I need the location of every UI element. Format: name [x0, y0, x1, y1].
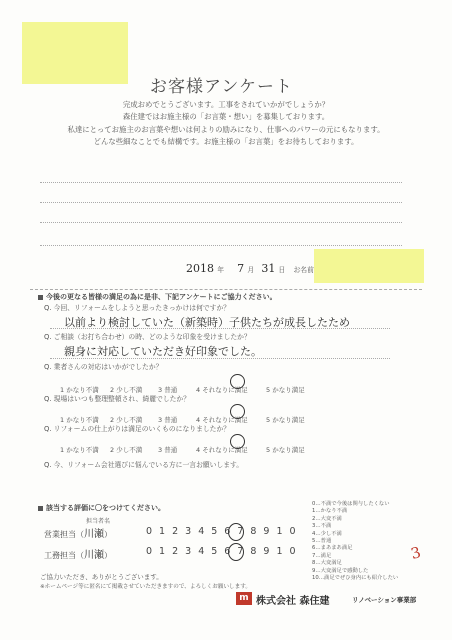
highlight-top — [22, 22, 128, 84]
option-5[interactable]: 5 かなり満足 — [266, 446, 305, 454]
page-title: お客様アンケート — [150, 77, 293, 97]
intro-line-3: 私達にとってお施主のお言葉や想いは何よりの励みになり、仕事へのパワーの元にもなります。 — [67, 125, 385, 134]
selected-circle — [230, 374, 245, 389]
handwritten-mark: 3 — [408, 543, 423, 563]
option-4[interactable]: 4 それなりに満足 — [196, 386, 248, 394]
question-6: Q. 今、リフォーム会社選びに悩んでいる方に一言お願いします。 — [44, 461, 244, 469]
selected-score-circle — [228, 543, 244, 561]
date-year-label: 年 — [217, 266, 224, 274]
thanks-note: ※ホームページ等に匿名にて掲載させていただきますので、よろしくお願いします。 — [40, 584, 251, 590]
legend-item: 3…不満 — [312, 523, 332, 530]
option-1[interactable]: 1 かなり不満 — [60, 386, 99, 394]
section2-heading-text: 該当する評価に〇をつけてください。 — [46, 504, 165, 512]
answer-rule — [40, 202, 402, 203]
legend-item: 8…大変満足 — [312, 560, 342, 567]
date-line — [186, 262, 314, 275]
company-division: リノベーション事業部 — [352, 596, 417, 604]
company-name: 株式会社 森住建 — [256, 596, 330, 607]
question-4: Q. 現場はいつも整理整頓され、綺麗でしたか？ — [44, 395, 191, 403]
answer-rule — [40, 222, 402, 223]
staff-role: 営業担当（ — [44, 530, 84, 539]
answer-1: 以前より検討していた（新築時）子供たちが成長したため — [64, 316, 350, 329]
intro-line-2: 森住建ではお施主様の「お言葉・想い」を募集しております。 — [122, 112, 330, 121]
company-logo — [236, 592, 252, 605]
option-2[interactable]: 2 少し不満 — [110, 446, 143, 454]
rating-options-5 — [60, 437, 305, 456]
score-scale-sales: 012345678910 — [146, 526, 303, 537]
score-legend — [312, 501, 398, 582]
answer-rule — [40, 182, 402, 183]
option-4[interactable]: 4 それなりに満足 — [196, 416, 248, 424]
staff-name: 川瀬 — [84, 550, 104, 561]
answer-rule — [40, 245, 402, 246]
option-1[interactable]: 1 かなり不満 — [60, 446, 99, 454]
section1-heading — [38, 292, 277, 302]
intro-line-1: 完成おめでとうございます。工事をされていかがでしょうか？ — [122, 100, 330, 109]
legend-item: 0…不満で今後は関与したくない — [312, 501, 390, 507]
option-1[interactable]: 1 かなり不満 — [60, 416, 99, 424]
section2-heading — [38, 503, 165, 513]
legend-item: 4…少し不満 — [312, 530, 342, 537]
option-3[interactable]: 3 普通 — [158, 386, 178, 394]
staff-row-construction — [44, 546, 112, 561]
company-logo-text: m — [239, 593, 249, 603]
option-2[interactable]: 2 少し不満 — [110, 386, 143, 394]
option-5[interactable]: 5 かなり満足 — [266, 386, 305, 394]
option-3[interactable]: 3 普通 — [158, 446, 178, 454]
staff-header: 担当者名 — [86, 518, 111, 525]
question-5: Q. リフォームの仕上がりは満足のいくものになりましたか？ — [44, 425, 231, 433]
section1-heading-text: 今後の更なる皆様の満足の為に是非、下記アンケートにご協力ください。 — [46, 293, 277, 301]
answer-2: 親身に対応していただき好印象でした。 — [64, 345, 262, 358]
legend-item: 9…大変満足で感動した — [312, 567, 369, 574]
legend-item: 10…満足でぜひ身内にも紹介したい — [312, 575, 399, 582]
staff-row-sales — [44, 525, 112, 540]
staff-close: ） — [104, 530, 112, 539]
option-2[interactable]: 2 少し不満 — [110, 416, 143, 424]
thanks-text: ご協力いただき、ありがとうございます。 — [40, 573, 163, 581]
selected-circle — [230, 404, 245, 419]
option-3[interactable]: 3 普通 — [158, 416, 178, 424]
selected-circle — [230, 434, 245, 449]
answer-rule — [50, 328, 390, 329]
date-day-label: 日 — [278, 266, 286, 274]
option-5[interactable]: 5 かなり満足 — [266, 416, 305, 424]
date-day: 31 — [261, 262, 276, 275]
legend-item: 1…かなり不満 — [312, 508, 348, 515]
legend-item: 7…満足 — [312, 552, 332, 559]
name-label: お名前 — [293, 266, 314, 274]
bullet-icon — [38, 295, 43, 300]
selected-score-circle — [228, 523, 244, 541]
legend-item: 6…まあまあ満足 — [312, 545, 353, 552]
option-4[interactable]: 4 それなりに満足 — [196, 446, 248, 454]
answer-rule — [50, 358, 390, 359]
date-year: 2018 — [186, 262, 214, 275]
question-3: Q. 業者さんの対応はいかがでしたか？ — [44, 363, 163, 371]
intro-line-4: どんな些細なことでも結構です。お施主様の「お言葉」をお待ちしております。 — [93, 137, 359, 146]
bullet-icon — [38, 506, 43, 511]
legend-item: 5…普通 — [312, 538, 332, 545]
highlight-name — [314, 249, 424, 283]
legend-item: 2…大変不満 — [312, 515, 342, 522]
staff-role: 工務担当（ — [44, 551, 84, 560]
score-scale-construction: 012345678910 — [146, 546, 303, 557]
staff-name: 川瀬 — [84, 529, 104, 540]
date-month-label: 月 — [247, 266, 255, 274]
staff-close: ） — [104, 551, 112, 560]
question-2: Q. ご相談（お打ち合わせ）の時、どのような印象を受けましたか？ — [44, 333, 251, 341]
question-1: Q. 今回、リフォームをしようと思ったきっかけは何ですか？ — [44, 304, 231, 312]
date-month: 7 — [237, 262, 245, 275]
